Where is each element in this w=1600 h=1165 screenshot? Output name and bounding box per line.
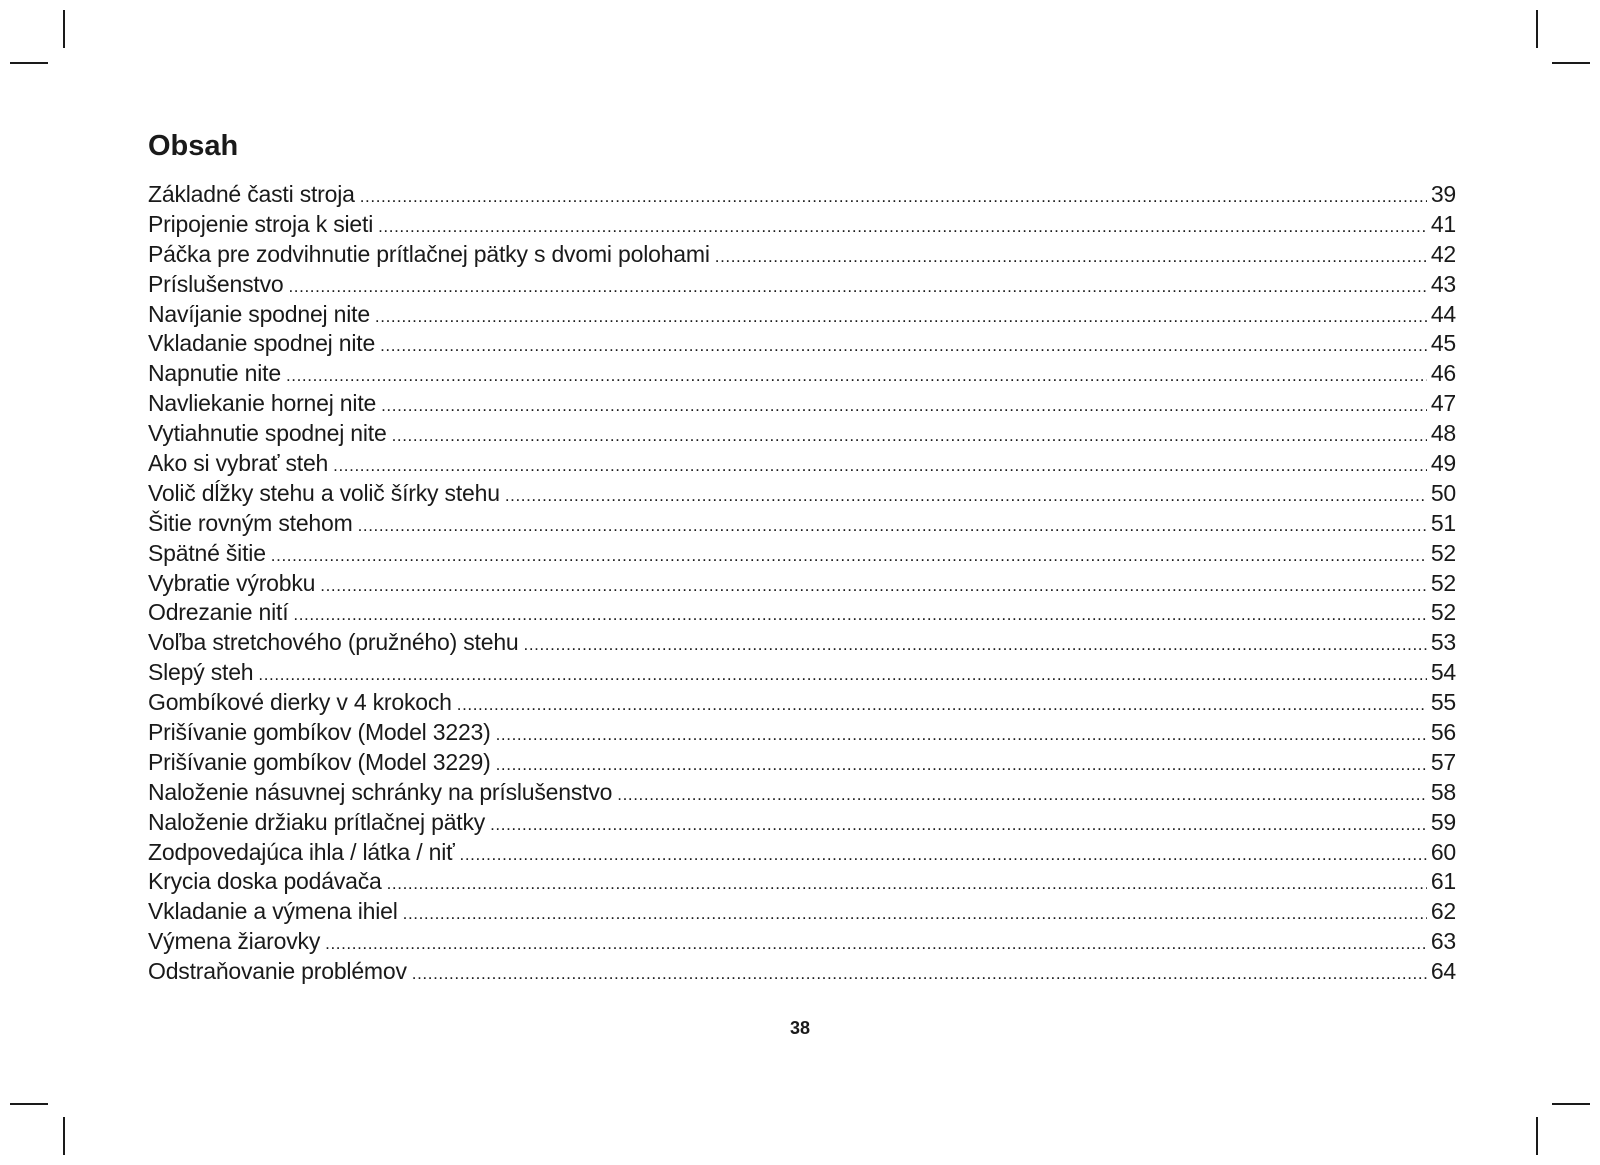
toc-entry[interactable]: [148, 867, 1456, 897]
toc-entry-page: 46: [1430, 360, 1456, 387]
toc-entry-page: 55: [1430, 689, 1456, 716]
toc-entry-page: 59: [1430, 808, 1456, 835]
toc-dot-leader: [496, 720, 1427, 750]
toc-entry-label: Naloženie držiaku prítlačnej pätky: [148, 808, 486, 835]
crop-mark-top-left-vertical: [63, 10, 65, 48]
toc-dot-leader: [320, 571, 1427, 601]
toc-entry-label: Šitie rovným stehom: [148, 509, 353, 536]
toc-dot-leader: [496, 750, 1427, 780]
toc-entry[interactable]: [148, 240, 1456, 270]
toc-entry[interactable]: [148, 210, 1456, 240]
toc-entry-page: 53: [1430, 629, 1456, 656]
toc-entry-label: Vkladanie spodnej nite: [148, 330, 376, 357]
toc-dot-leader: [288, 272, 1426, 302]
toc-entry[interactable]: [148, 270, 1456, 300]
toc-entry[interactable]: [148, 838, 1456, 868]
toc-entry-label: Odstraňovanie problémov: [148, 958, 407, 985]
toc-entry-label: Slepý steh: [148, 659, 254, 686]
crop-mark-bottom-right-vertical: [1536, 1117, 1538, 1155]
toc-entry-label: Páčka pre zodvihnutie prítlačnej pätky s dvomi polohami: [148, 240, 710, 267]
toc-entry-page: 44: [1430, 300, 1456, 327]
toc-entry-page: 56: [1430, 719, 1456, 746]
toc-entry[interactable]: [148, 658, 1456, 688]
toc-entry-page: 43: [1430, 270, 1456, 297]
toc-dot-leader: [490, 810, 1427, 840]
toc-dot-leader: [375, 302, 1427, 332]
toc-entry-label: Navliekanie hornej nite: [148, 390, 377, 417]
toc-entry-page: 52: [1430, 539, 1456, 566]
toc-entry[interactable]: [148, 748, 1456, 778]
toc-dot-leader: [392, 421, 1427, 451]
toc-entry-label: Navíjanie spodnej nite: [148, 300, 370, 327]
toc-dot-leader: [378, 212, 1427, 242]
toc-entry[interactable]: [148, 598, 1456, 628]
toc-dot-leader: [380, 331, 1427, 361]
toc-entry-page: 51: [1430, 509, 1456, 536]
toc-dot-leader: [403, 899, 1427, 929]
toc-dot-leader: [457, 690, 1427, 720]
toc-dot-leader: [325, 929, 1427, 959]
toc-entry[interactable]: [148, 688, 1456, 718]
toc-entry-label: Ako si vybrať steh: [148, 450, 329, 477]
toc-entry-page: 39: [1430, 181, 1456, 207]
crop-mark-bottom-right-horizontal: [1552, 1103, 1590, 1105]
toc-entry-label: Prišívanie gombíkov (Model 3223): [148, 719, 491, 746]
toc-entry-page: 50: [1430, 479, 1456, 506]
toc-dot-leader: [381, 391, 1427, 421]
toc-entry[interactable]: [148, 897, 1456, 927]
crop-mark-bottom-left-vertical: [63, 1117, 65, 1155]
toc-entry-page: 42: [1430, 240, 1456, 267]
toc-entry-page: 60: [1430, 838, 1456, 865]
toc-entry-page: 52: [1430, 599, 1456, 626]
toc-entry-page: 64: [1430, 958, 1456, 985]
toc-dot-leader: [505, 481, 1427, 511]
toc-entry-label: Výmena žiarovky: [148, 928, 321, 955]
toc-entry-page: 54: [1430, 659, 1456, 686]
toc-dot-leader: [387, 869, 1427, 899]
toc-entry[interactable]: [148, 180, 1456, 210]
toc-entry-label: Vkladanie a výmena ihiel: [148, 898, 398, 925]
toc-entry-label: Vybratie výrobku: [148, 569, 316, 596]
toc-entry-label: Pripojenie stroja k sieti: [148, 210, 374, 237]
toc-entry-page: 47: [1430, 390, 1456, 417]
toc-entry-label: Voľba stretchového (pružného) stehu: [148, 629, 519, 656]
toc-entry-page: 62: [1430, 898, 1456, 925]
crop-mark-top-right-vertical: [1536, 10, 1538, 48]
toc-entry-label: Zodpovedajúca ihla / látka / niť: [148, 838, 455, 865]
table-of-contents: [148, 180, 1456, 987]
toc-entry[interactable]: [148, 569, 1456, 599]
toc-dot-leader: [358, 511, 1427, 541]
toc-entry[interactable]: [148, 479, 1456, 509]
toc-entry-label: Naloženie násuvnej schránky na príslušenstvo: [148, 778, 613, 805]
toc-entry-label: Volič dĺžky stehu a volič šírky stehu: [148, 479, 500, 506]
toc-entry-label: Odrezanie nití: [148, 599, 289, 626]
toc-entry[interactable]: [148, 539, 1456, 569]
toc-dot-leader: [360, 182, 1427, 212]
toc-entry[interactable]: [148, 957, 1456, 987]
toc-entry-page: 45: [1430, 330, 1456, 357]
toc-entry[interactable]: [148, 359, 1456, 389]
toc-dot-leader: [271, 541, 1427, 571]
toc-entry[interactable]: [148, 718, 1456, 748]
toc-entry[interactable]: [148, 927, 1456, 957]
toc-entry[interactable]: [148, 778, 1456, 808]
toc-entry-page: 52: [1430, 569, 1456, 596]
crop-mark-top-right-horizontal: [1552, 62, 1590, 64]
toc-entry-label: Prišívanie gombíkov (Model 3229): [148, 748, 491, 775]
toc-entry-page: 49: [1430, 450, 1456, 477]
toc-entry-page: 58: [1430, 778, 1456, 805]
toc-entry-label: Vytiahnutie spodnej nite: [148, 420, 387, 447]
toc-entry[interactable]: [148, 808, 1456, 838]
toc-dot-leader: [460, 840, 1427, 870]
toc-entry[interactable]: [148, 389, 1456, 419]
toc-entry[interactable]: [148, 628, 1456, 658]
toc-entry-label: Spätné šitie: [148, 539, 266, 566]
toc-entry[interactable]: [148, 300, 1456, 330]
toc-entry-page: 63: [1430, 928, 1456, 955]
page-number: 38: [789, 1018, 811, 1038]
toc-entry-label: Gombíkové dierky v 4 krokoch: [148, 689, 452, 716]
toc-dot-leader: [524, 630, 1427, 660]
toc-entry[interactable]: [148, 329, 1456, 359]
toc-entry[interactable]: [148, 449, 1456, 479]
toc-dot-leader: [286, 361, 1427, 391]
toc-entry-page: 57: [1430, 748, 1456, 775]
toc-entry-label: Napnutie nite: [148, 360, 281, 387]
toc-dot-leader: [715, 242, 1427, 272]
toc-dot-leader: [293, 600, 1426, 630]
toc-dot-leader: [617, 780, 1427, 810]
page-title: Obsah: [148, 130, 239, 162]
toc-entry-page: 61: [1430, 868, 1456, 895]
toc-dot-leader: [333, 451, 1427, 481]
toc-entry-label: Základné časti stroja: [148, 181, 355, 207]
toc-dot-leader: [412, 959, 1427, 989]
toc-entry-page: 48: [1430, 420, 1456, 447]
toc-entry-label: Príslušenstvo: [148, 270, 284, 297]
toc-dot-leader: [258, 660, 1426, 690]
crop-mark-bottom-left-horizontal: [10, 1103, 48, 1105]
toc-entry[interactable]: [148, 509, 1456, 539]
toc-entry-page: 41: [1430, 210, 1456, 237]
crop-mark-top-left-horizontal: [10, 62, 48, 64]
toc-entry-label: Krycia doska podávača: [148, 868, 382, 895]
toc-entry[interactable]: [148, 419, 1456, 449]
